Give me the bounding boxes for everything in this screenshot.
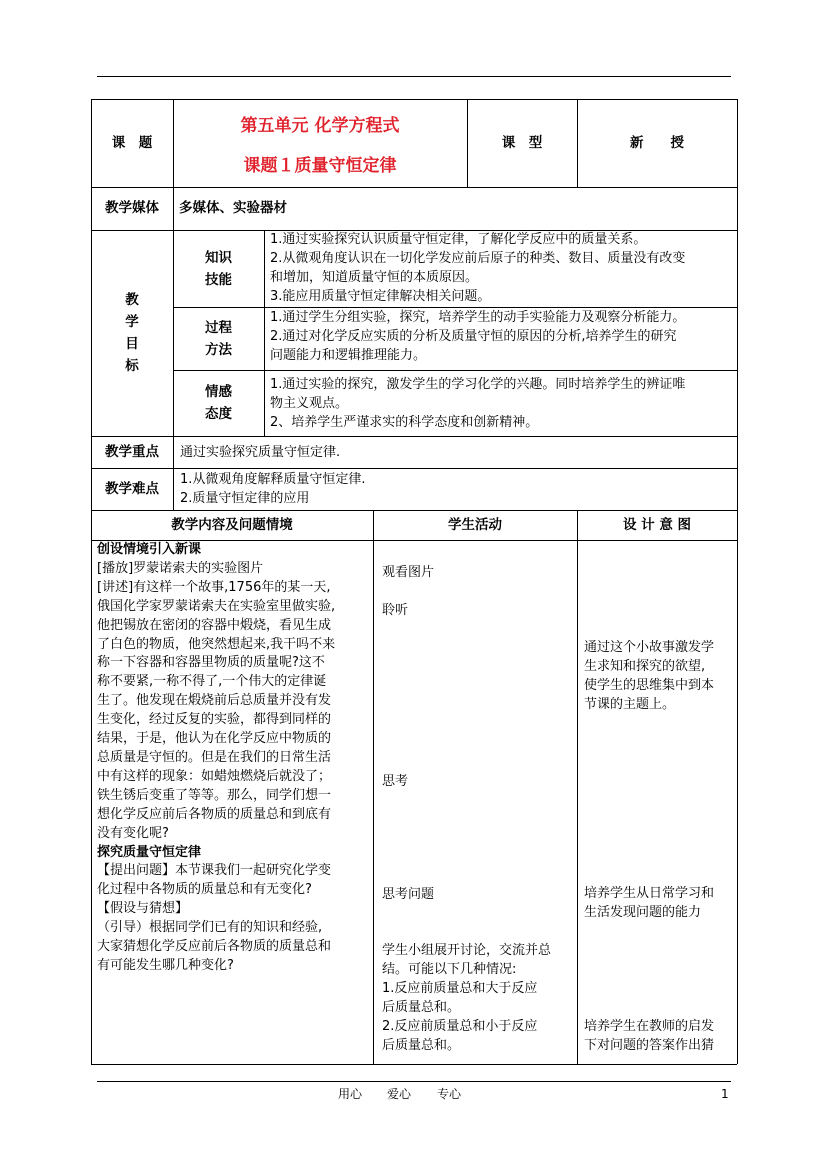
activity-discussion: 学生小组展开讨论，交流并总 结。可能以下几种情况: 1.反应前质量总和大于反应 后质量总和。 2.反应前质量总和小于反应 后质量总和。 (382, 943, 552, 1053)
column-header-content: 教学内容及问题情境 (171, 516, 293, 533)
type-value: 新 授 (630, 134, 684, 151)
activity-think: 思考 (382, 774, 409, 789)
key-point-label: 教学重点 (105, 443, 159, 460)
intent-discover: 培养学生从日常学习和 生活发现问题的能力 (584, 886, 715, 920)
header-rule (97, 76, 731, 77)
objective-process-label: 过程 方法 (205, 319, 232, 358)
activity-listen: 聆听 (382, 603, 409, 618)
activity-view-pictures: 观看图片 (382, 565, 435, 580)
activity-think-question: 思考问题 (382, 887, 435, 902)
intent-guess: 培养学生在教师的启发 下对问题的答案作出猜 (584, 1019, 715, 1053)
section-heading-intro: 创设情境引入新课 (97, 542, 202, 557)
footer-motto-1: 用心 (338, 1087, 363, 1101)
media-label: 教学媒体 (105, 200, 159, 216)
lesson-label: 课 题 (111, 134, 153, 151)
media-value: 多媒体、实验器材 (179, 200, 287, 216)
objectives-label: 教 学 目 标 (125, 292, 139, 374)
objective-attitude-text: 1.通过实验的探究，激发学生的学习化学的兴趣。同时培养学生的辨证唯 物主义观点。 2、培养学生严谨求实的科学态度和创新精神。 (270, 377, 686, 430)
intent-story: 通过这个小故事激发学 生求知和探究的欲望, 使学生的思维集中到本 节课的主题上。 (584, 640, 715, 712)
lesson-title-cell (173, 99, 467, 187)
lesson-title: 课题１质量守恒定律 (243, 156, 397, 176)
objective-attitude-label: 情感 态度 (205, 384, 232, 422)
objective-knowledge-text: 1.通过实验探究认识质量守恒定律，了解化学反应中的质量关系。 2.从微观角度认识在一切化学发应前后原子的种类、数目、质量没有改变 和增加，知道质量守恒的本质原因。 3.能应用质量守恒定律解决相关问题。 (270, 232, 686, 304)
footer-motto-3: 专心 (437, 1087, 462, 1101)
objective-process-text: 1.通过学生分组实验，探究，培养学生的动手实验能力及观察分析能力。 2.通过对化学反应实质的分析及质量守恒的原因的分析,培养学生的研究 问题能力和逻辑推理能力。 (270, 310, 686, 363)
section-heading-explore: 探究质量守恒定律 (97, 844, 202, 860)
column-header-activity: 学生活动 (448, 516, 502, 533)
column-header-intent: 设 计 意 图 (622, 516, 692, 533)
difficulty-value: 1.从微观角度解释质量守恒定律. 2.质量守恒定律的应用 (180, 472, 366, 506)
difficulty-label: 教学难点 (105, 480, 159, 497)
footer-motto-2: 爱心 (387, 1087, 412, 1101)
unit-title: 第五单元 化学方程式 (240, 116, 400, 136)
type-label: 课 型 (501, 134, 543, 151)
objective-knowledge-label: 知识 技能 (205, 249, 232, 288)
key-point-value: 通过实验探究质量守恒定律. (180, 444, 341, 460)
page-number: 1 (721, 1087, 729, 1101)
footer-rule (97, 1081, 731, 1082)
teaching-content: 创设情境引入新课 [播放]罗蒙诺索夫的实验图片 [讲述]有这样一个故事,1756年的某一天, 俄国化学家罗蒙诺索夫在实验室里做实验, 他把锡放在密闭的容器中煅烧，看见生成 了白色的物质，他突然想起来,我干吗不来 称一下容器和容器里物质的质量呢?这不 称不要紧,一称不得了,一个伟大的定律诞 生了。他发现在煅烧前后总质量并没有发 生变化，经过反复的实验，都得到同样的 结果，于是，他认为在化学反应中物质的 总质量是守恒的。但是在我们的日常生活 中有这样的现象：如蜡烛燃烧后就没了； 铁生锈后变重了等等。那么，同学们想一 想化学反应前后各物质的质量总和到底有 没有变化呢? 探究质量守恒定律 【提出问题】本节课我们一起研究化学变 化过程中各物质的质量总和有无变化? 【假设与猜想】 （引导）根据同学们已有的知识和经验, 大家猜想化学反应前后各物质的质量总和 有可能发生哪几种变化? (97, 541, 373, 1061)
